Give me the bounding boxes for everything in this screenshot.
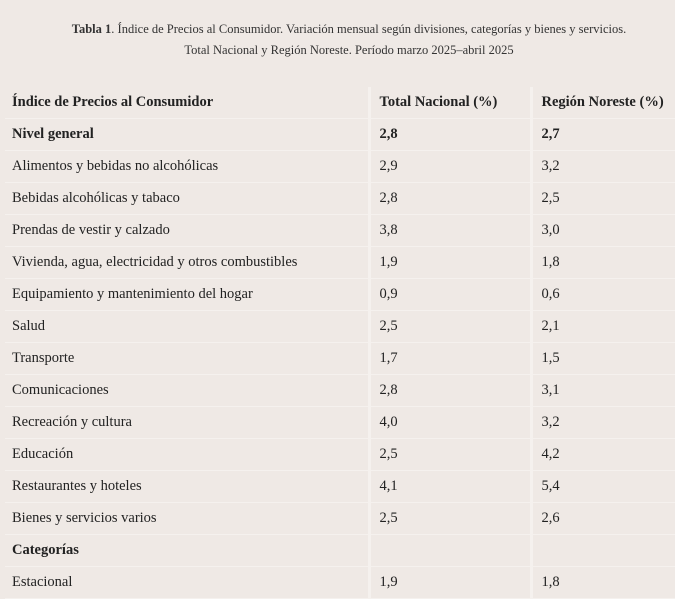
- region-noreste-value: 2,6: [531, 503, 675, 535]
- table-row: [5, 119, 675, 151]
- table-row: [5, 439, 675, 471]
- caption-line-2: Total Nacional y Región Noreste. Período marzo 2025–abril 2025: [184, 43, 514, 57]
- header-row: [5, 87, 675, 119]
- row-label: Nivel general: [5, 119, 369, 151]
- total-nacional-value: 2,8: [369, 119, 531, 151]
- table-header: [5, 87, 675, 119]
- region-noreste-value: 1,8: [531, 567, 675, 599]
- region-noreste-value: 1,5: [531, 343, 675, 375]
- row-label: Estacional: [5, 567, 369, 599]
- region-noreste-value: 2,5: [531, 183, 675, 215]
- region-noreste-value: 2,7: [531, 119, 675, 151]
- region-noreste-value: 3,1: [531, 375, 675, 407]
- row-label: Comunicaciones: [5, 375, 369, 407]
- header-index: Índice de Precios al Consumidor: [5, 87, 369, 119]
- header-region-noreste: Región Noreste (%): [531, 87, 675, 119]
- row-label: Bebidas alcohólicas y tabaco: [5, 183, 369, 215]
- total-nacional-value: 4,0: [369, 407, 531, 439]
- total-nacional-value: 1,7: [369, 343, 531, 375]
- table-row: [5, 311, 675, 343]
- region-noreste-value: 0,6: [531, 279, 675, 311]
- row-label: Prendas de vestir y calzado: [5, 215, 369, 247]
- region-noreste-value: 1,8: [531, 247, 675, 279]
- total-nacional-value: 1,9: [369, 247, 531, 279]
- table-row: [5, 503, 675, 535]
- region-noreste-value: [531, 535, 675, 567]
- region-noreste-value: 5,4: [531, 471, 675, 503]
- row-label: Transporte: [5, 343, 369, 375]
- row-label: Educación: [5, 439, 369, 471]
- table-row: [5, 215, 675, 247]
- caption-line-1: [0, 19, 675, 40]
- total-nacional-value: 2,5: [369, 503, 531, 535]
- row-label: Alimentos y bebidas no alcohólicas: [5, 151, 369, 183]
- caption-label: Tabla 1: [71, 22, 112, 36]
- table-row: [5, 375, 675, 407]
- header-total-nacional: Total Nacional (%): [369, 87, 531, 119]
- table-row: [5, 183, 675, 215]
- table-row: [5, 247, 675, 279]
- cpi-table: [5, 87, 675, 599]
- table-row: [5, 343, 675, 375]
- region-noreste-value: 3,0: [531, 215, 675, 247]
- table-row: [5, 535, 675, 567]
- total-nacional-value: 3,8: [369, 215, 531, 247]
- total-nacional-value: 0,9: [369, 279, 531, 311]
- row-label: Equipamiento y mantenimiento del hogar: [5, 279, 369, 311]
- total-nacional-value: [369, 535, 531, 567]
- row-label: Vivienda, agua, electricidad y otros combustibles: [5, 247, 369, 279]
- total-nacional-value: 2,5: [369, 439, 531, 471]
- total-nacional-value: 4,1: [369, 471, 531, 503]
- region-noreste-value: 3,2: [531, 407, 675, 439]
- row-label: Recreación y cultura: [5, 407, 369, 439]
- table-row: [5, 407, 675, 439]
- region-noreste-value: 3,2: [531, 151, 675, 183]
- region-noreste-value: 4,2: [531, 439, 675, 471]
- total-nacional-value: 1,9: [369, 567, 531, 599]
- table-row: [5, 151, 675, 183]
- total-nacional-value: 2,8: [369, 375, 531, 407]
- table-caption: [0, 19, 675, 61]
- region-noreste-value: 2,1: [531, 311, 675, 343]
- row-label: Restaurantes y hoteles: [5, 471, 369, 503]
- total-nacional-value: 2,5: [369, 311, 531, 343]
- row-label: Categorías: [5, 535, 369, 567]
- table-row: [5, 279, 675, 311]
- row-label: Bienes y servicios varios: [5, 503, 369, 535]
- table-row: [5, 567, 675, 599]
- table-row: [5, 471, 675, 503]
- total-nacional-value: 2,9: [369, 151, 531, 183]
- caption-title: . Índice de Precios al Consumidor. Variación mensual según divisiones, categorías y bienes y servicios.: [111, 22, 627, 36]
- total-nacional-value: 2,8: [369, 183, 531, 215]
- table-body: [5, 119, 675, 599]
- row-label: Salud: [5, 311, 369, 343]
